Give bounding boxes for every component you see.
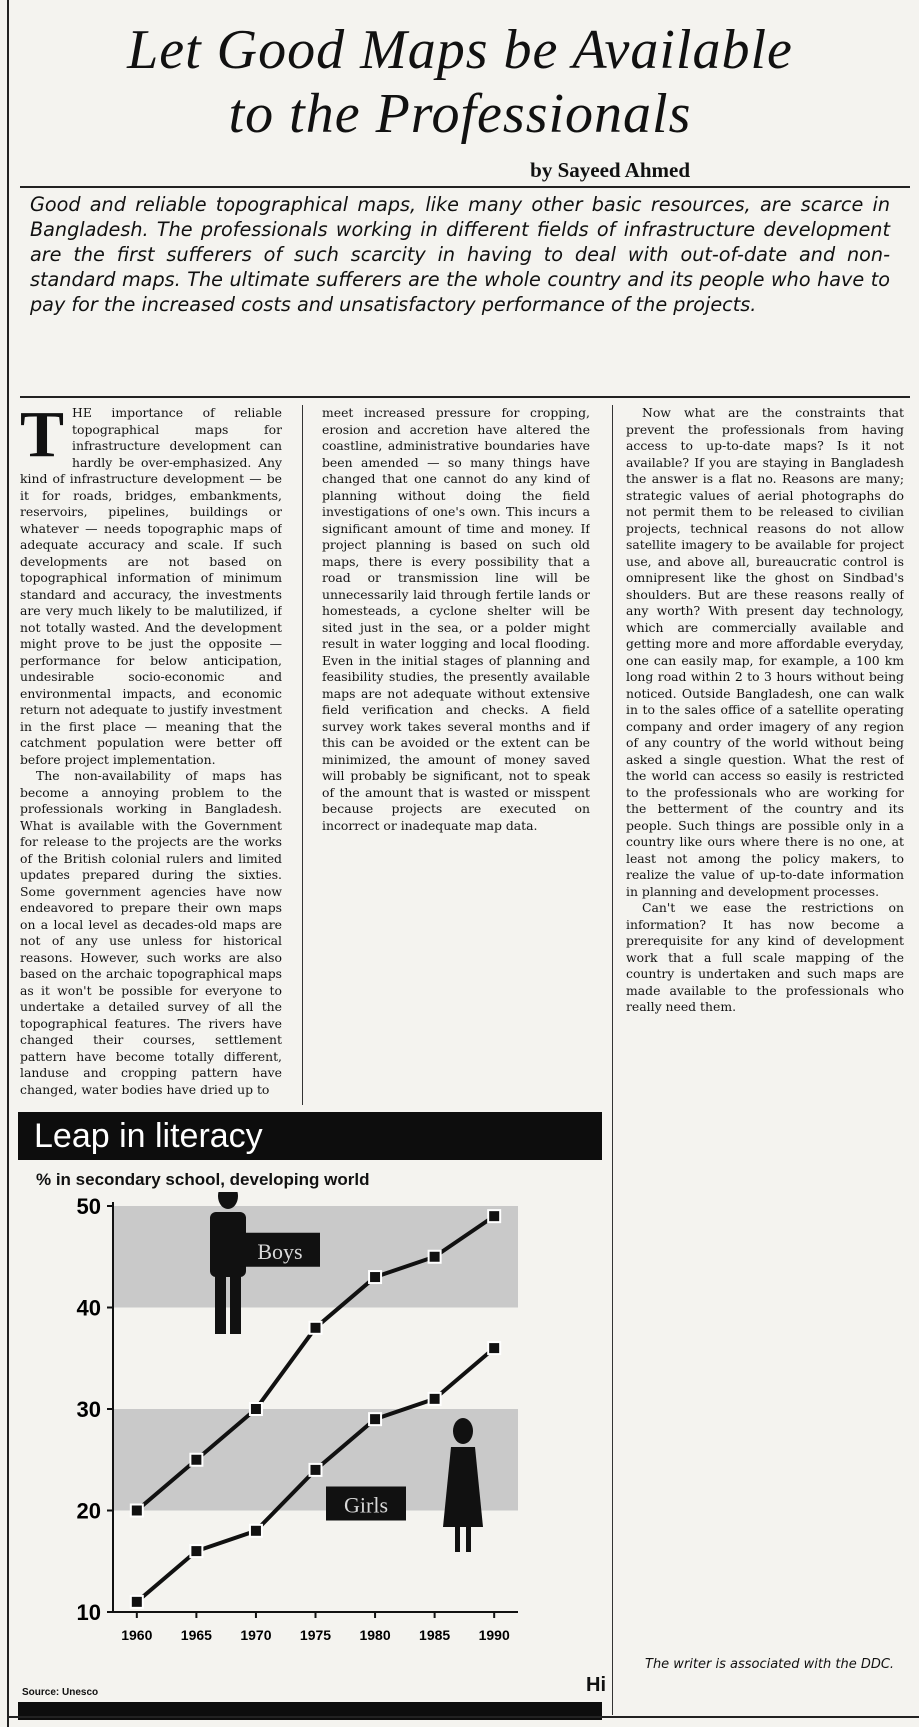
column-3 xyxy=(626,405,904,1705)
x-tick-label: 1980 xyxy=(359,1627,391,1643)
deck-bottom-rule xyxy=(20,396,910,398)
deck: Good and reliable topographical maps, like many other basic resources, are scarce in Bangladesh. The professionals working in different fields of infrastructure development are the first sufferers of such scarcity in having to deal with out-of-date and non-standard maps. The ultimate sufferers are the whole country and its people who have to pay for the increased costs and unsatisfactory performance of the projects. xyxy=(30,193,890,316)
series-label-boys: Boys xyxy=(257,1238,303,1264)
point-girls xyxy=(190,1545,202,1557)
paragraph-4: Can't we ease the restrictions on information? It has now become a prerequisite for any kind of development work that a full scale mapping of the country is undertaken and such maps are made available to the professionals who really need them. xyxy=(626,900,904,1014)
chart-plot xyxy=(18,1192,614,1682)
x-tick-label: 1970 xyxy=(240,1627,272,1643)
column-1 xyxy=(20,405,282,1100)
y-tick-label: 40 xyxy=(76,1295,101,1321)
column-2 xyxy=(322,405,590,1100)
paragraph-2-continued: meet increased pressure for cropping, erosion and accretion have altered the coastline, administrative boundaries have been amended — so many things have changed that one cannot do any kind of planning without doing the field investigations of one's own. This incurs a significant amount of time and money. If project planning is based on such old maps, there is every possibility that a road or transmission line will be unnecessarily laid through fertile lands or homesteads, a cyclone shelter will be sited just in the sea, or a polder might result in water logging and local flooding. Even in the initial stages of planning and feasibility studies, the presently available maps are not adequate without extensive field verification and checks. A field survey work takes several months and if this can be avoided or the extent can be minimized, the amount of money saved will probably be significant, not to speak of the amount that is wasted or misspent because projects are executed on incorrect or inadequate map data. xyxy=(322,405,590,833)
paragraph-3: Now what are the constraints that prevent the professionals from having access to up-to-date maps? Is it not available? If you are staying in Bangladesh the answer is a flat no. Reasons are many; strategic values of aerial photographs do not permit them to be released to civilian projects, technical reasons do not allow satellite imagery to be available for project use, and above all, bureaucratic control is omnipresent like the ghost on Sindbad's shoulders. But are these reasons really of any worth? With present day technology, which are commercially available and getting more and more affordable everyday, one can easily map, for example, a 100 km long road within 2 to 3 hours without being noticed. Outside Bangladesh, one can walk in to the sales office of a satellite operating company and order imagery of any region of any country of the world without being asked a single question. What the rest of the world can access so easily is restricted to the professionals who are working for the betterment of the country and its people. Such things are possible only in a country like ours where there is no one, at least not among the policy makers, to realize the value of up-to-date information in planning and development processes. xyxy=(626,405,904,899)
column-divider-1 xyxy=(302,405,303,1105)
point-girls xyxy=(310,1464,322,1476)
x-tick-label: 1960 xyxy=(121,1627,153,1643)
page-left-rule xyxy=(7,0,9,1727)
point-girls xyxy=(131,1596,143,1608)
point-boys xyxy=(190,1454,202,1466)
point-girls xyxy=(250,1525,262,1537)
point-boys xyxy=(131,1505,143,1517)
headline-line-1: Let Good Maps be Available xyxy=(127,19,793,81)
point-boys xyxy=(310,1322,322,1334)
chart-source: Source: Unesco xyxy=(22,1687,99,1698)
point-girls xyxy=(488,1342,500,1354)
point-boys xyxy=(250,1403,262,1415)
page-bottom-rule xyxy=(7,1716,919,1718)
headline xyxy=(20,18,900,146)
y-tick-label: 20 xyxy=(76,1498,101,1524)
y-tick-label: 50 xyxy=(76,1194,101,1219)
author-note: The writer is associated with the DDC. xyxy=(645,1657,895,1672)
byline: by Sayeed Ahmed xyxy=(530,158,690,182)
point-boys xyxy=(429,1251,441,1263)
y-tick-label: 30 xyxy=(76,1397,101,1422)
x-tick-label: 1975 xyxy=(299,1627,332,1643)
point-boys xyxy=(488,1210,500,1222)
headline-line-2: to the Professionals xyxy=(228,83,692,145)
x-tick-label: 1965 xyxy=(180,1627,212,1643)
x-tick-label: 1990 xyxy=(478,1627,510,1643)
literacy-chart xyxy=(18,1112,614,1722)
point-girls xyxy=(369,1413,381,1425)
series-label-girls: Girls xyxy=(344,1492,388,1518)
drop-cap: T xyxy=(20,405,65,471)
point-girls xyxy=(429,1393,441,1405)
publisher-logo-icon: Hi xyxy=(586,1674,606,1696)
paragraph-1: THE importance of reliable topographical maps for infrastructure development can hardly be over-emphasized. Any kind of infrastructure development — be it for roads, bridges, embankments, reservoirs, pipelines, buildings or whatever — needs topographic maps of adequate accuracy and scale. If such developments are not based on topographical information of minimum standard and accuracy, the investments are very much likely to be malutilized, if not totally wasted. And the development might prove to be just the opposite — performance for below anticipation, undesirable socio-economic and environmental impacts, and economic return not adequate to justify investment in the first place — meaning that the catchment population were better off before project implementation. xyxy=(20,405,282,767)
point-boys xyxy=(369,1271,381,1283)
chart-title: Leap in literacy xyxy=(18,1112,602,1160)
x-tick-label: 1985 xyxy=(419,1627,451,1643)
deck-top-rule xyxy=(20,186,910,188)
chart-subtitle: % in secondary school, developing world xyxy=(36,1170,370,1189)
paragraph-2: The non-availability of maps has become a annoying problem to the professionals working in Bangladesh. What is available with the Government for release to the projects are the works of the British colonial rulers and limited updates prepared during the sixties. Some government agencies have now endeavored to prepare their own maps on a local level as decades-old maps are not of any use unless for historical reasons. However, such works are also based on the archaic topographical maps as it won't be possible for everyone to undertake a detailed survey of all the topographical features. The rivers have changed their courses, settlement pattern have become totally different, landuse and cropping pattern have changed, water bodies have dried up to xyxy=(20,768,282,1097)
y-tick-label: 10 xyxy=(76,1600,101,1625)
